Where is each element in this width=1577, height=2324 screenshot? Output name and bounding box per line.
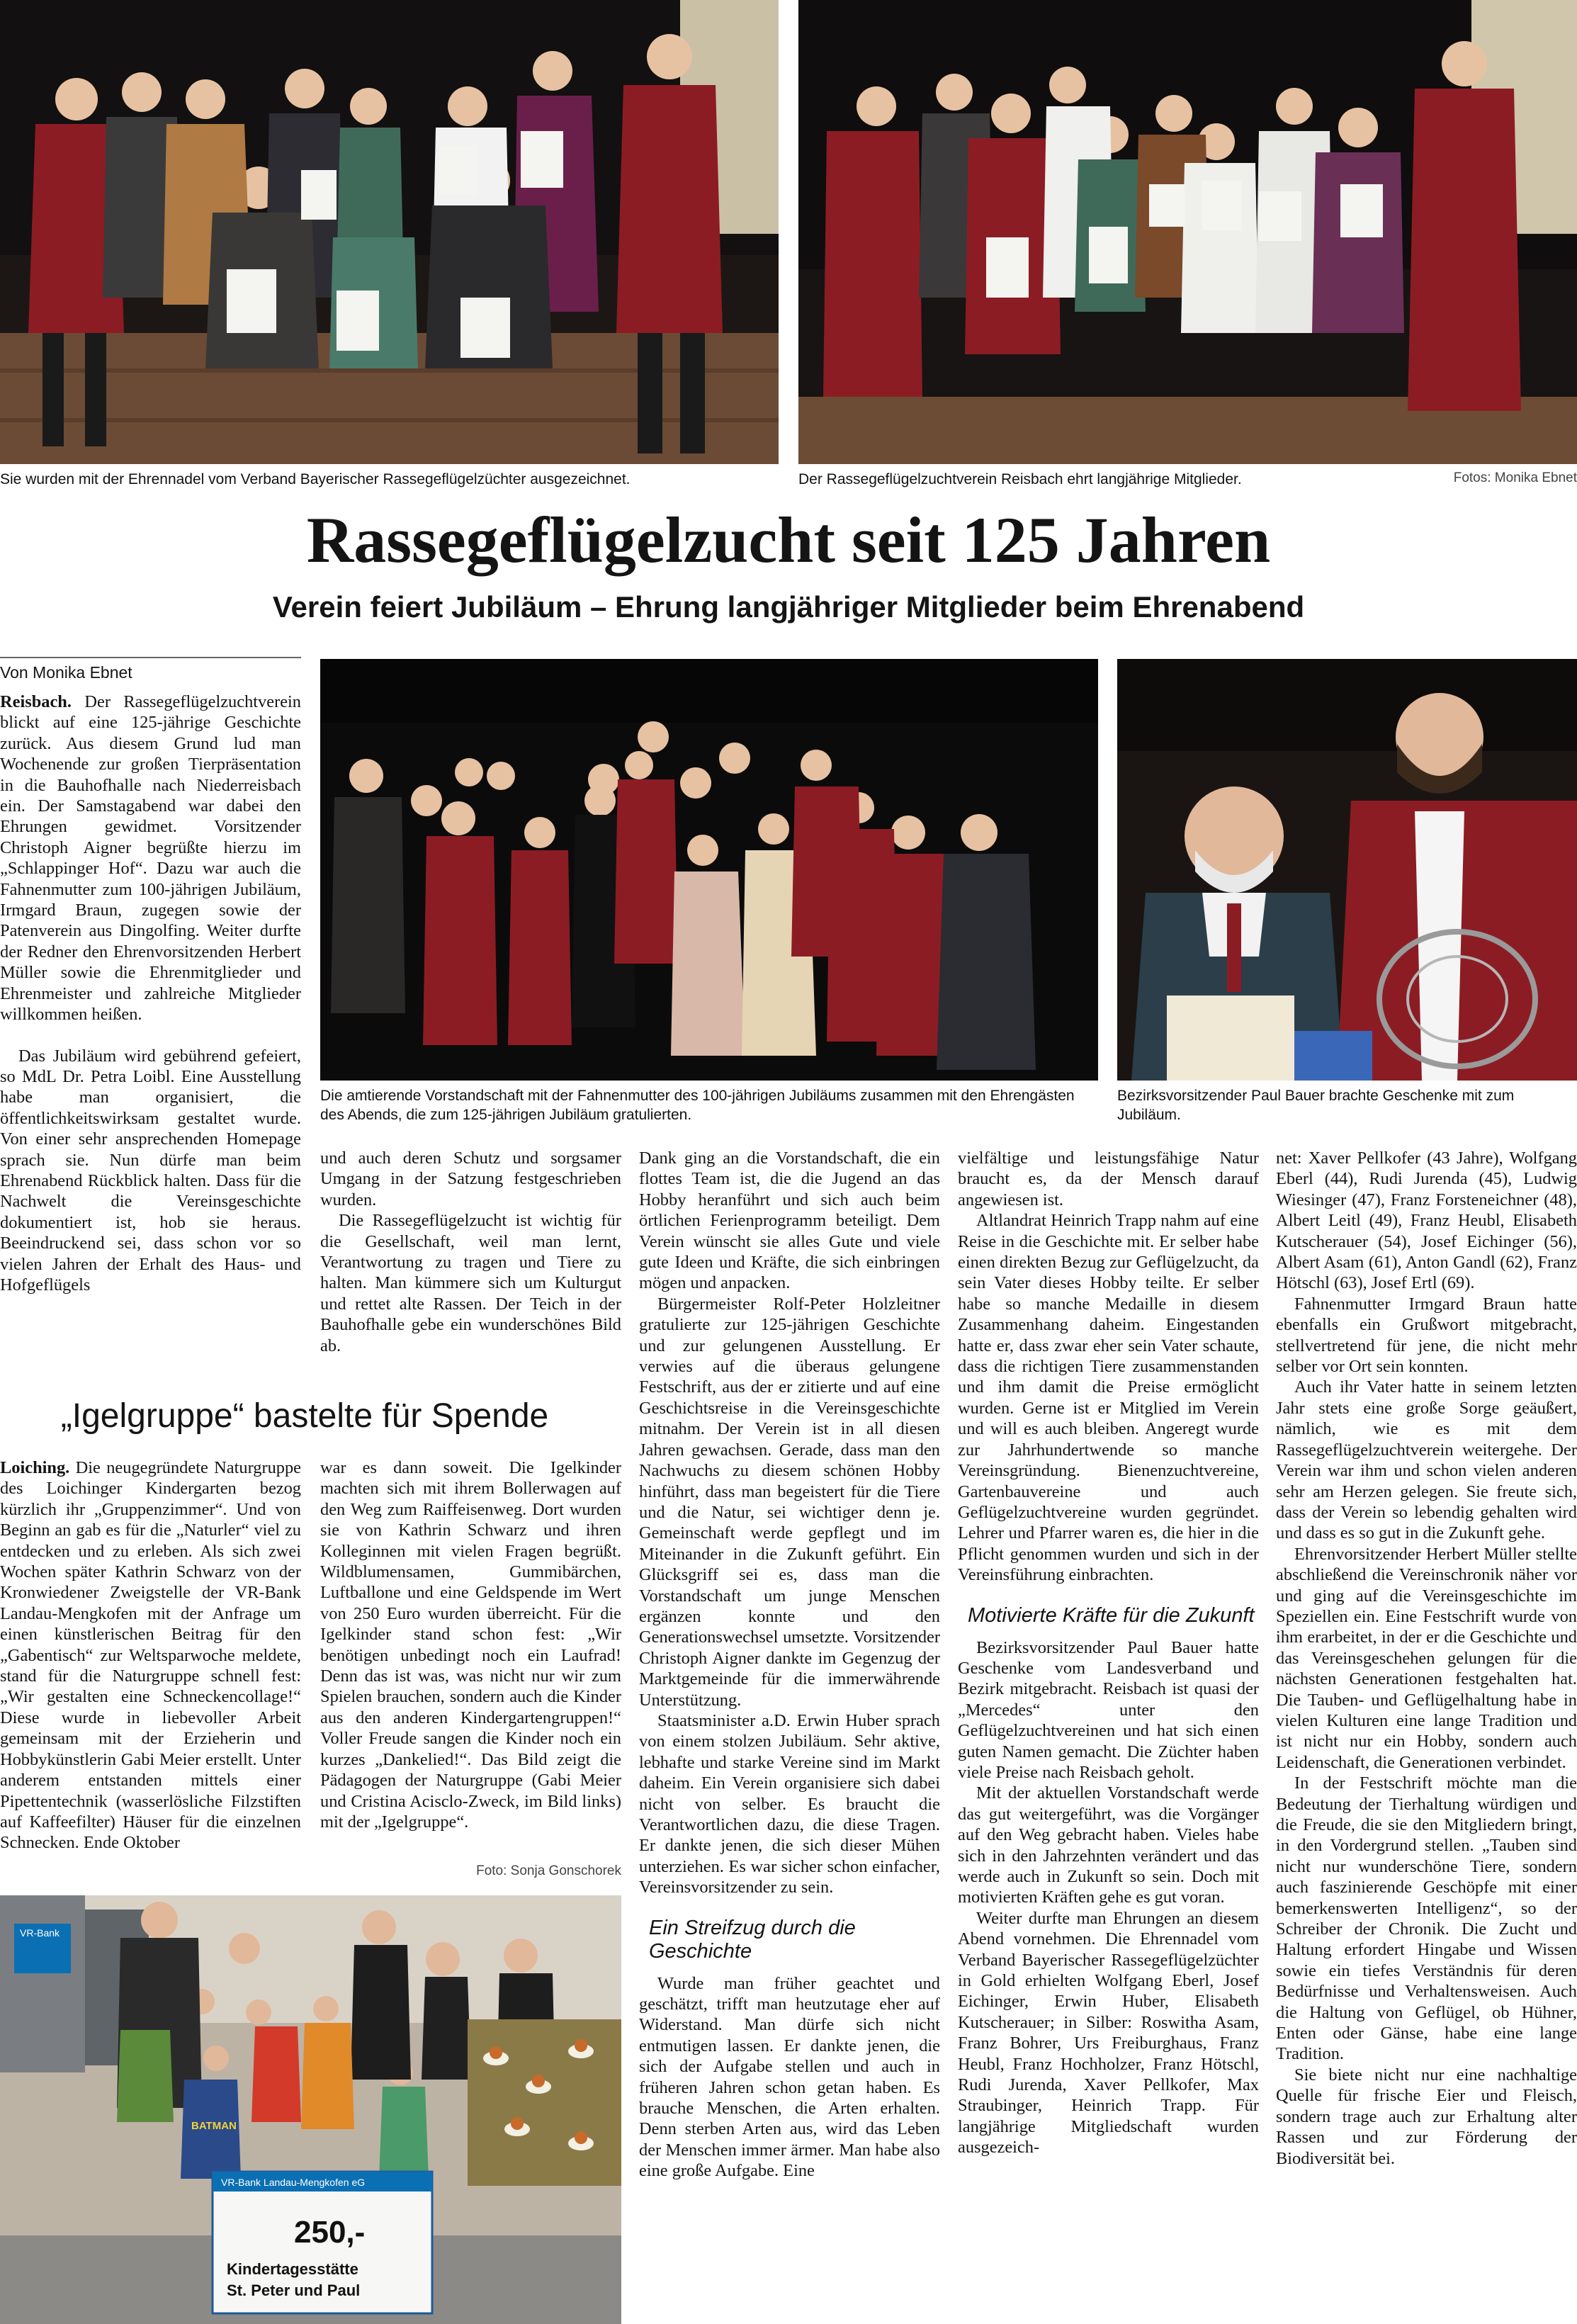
dateline: Reisbach. bbox=[0, 692, 72, 711]
paragraph: Das Jubiläum wird gebührend gefeiert, so MdL Dr. Petra Loibl. Eine Ausstellung habe man organisiert, die öffentlichkeitswirksam gestaltet wurde. Von einer sehr ansprechenden Homepage sprach sie. Nun dürfe man beim Ehrenabend Rückblick halten. Dass für die Nachwelt die Vereinsgeschichte dokumentiert ist, hob sie heraus. Beeindruckend sei, dass schon vor so vielen Jahren der Erhalt des Haus- und Hofgeflügels bbox=[0, 1046, 301, 1294]
paragraph: und auch deren Schutz und sorgsamer Umgang in der Satzung festgeschrieben wurden. bbox=[320, 1149, 621, 1209]
article-column-5 bbox=[1276, 1148, 1577, 2169]
paragraph: vielfältige und leistungsfähige Natur braucht es, da der Mensch darauf angewiesen ist. bbox=[958, 1149, 1259, 1209]
paragraph: Wurde man früher geachtet und geschätzt, trifft man heutzutage eher auf Widerstand. Man dürfe sich nicht entmutigen lassen. Er dankte jenen, die sich der Aufgabe stellen und auch in früheren Jahren schon getan haben. Es brauche Menschen, die Arten erhalten. Denn sterben Arten aus, wird das Leben der Menschen immer ärmer. Man habe also eine große Aufgabe. Eine bbox=[639, 1973, 940, 2181]
dateline: Loiching. bbox=[0, 1458, 70, 1477]
paragraph: Fahnenmutter Irmgard Braun hatte ebenfalls ein Grußwort mitgebracht, stellvertretend für jene, die nicht mehr selber vor Ort sein konnten. bbox=[1276, 1294, 1577, 1377]
subheading: Motivierte Kräfte für die Zukunft bbox=[968, 1603, 1255, 1627]
paragraph: Mit der aktuellen Vorstandschaft werde das gut weitergeführt, was die Vorgänger auf den Weg gebracht haben. Vieles habe sich in den Jahrzehnten verändert und das werde auch in Zukunft so sein. Doch mit motivierten Kräften gehe es gut voran. bbox=[958, 1783, 1259, 1907]
donation-banner-text: VR-Bank Landau-Mengkofen eG bbox=[221, 2177, 366, 2188]
article-headline: Rassegeflügelzucht seit 125 Jahren bbox=[306, 504, 1271, 576]
paragraph: Der Rassegeflügelzuchtverein blickt auf eine 125-jährige Geschichte zurück. Aus diesem Grund lud man Wochenende zur großen Tierpräsentation in die Bauhofhalle nach Niederreisbach ein. Der Samstagabend war dabei den Ehrungen gewidmet. Vorsitzender Christoph Aigner begrüßte hierzu im „Schlappinger Hof“. Dazu war auch die Fahnenmutter zum 100-jährigen Jubiläum, Irmgard Braun, zugegen sowie der Patenverein aus Dingolfing. Weiter durfte der Redner den Ehrenvorsitzenden Herbert Müller sowie die Ehrenmitglieder und Ehrenmeister und zahlreiche Mitglieder willkommen heißen. bbox=[0, 692, 301, 1025]
paragraph: Ehrenvorsitzender Herbert Müller stellte abschließend die Vereinschronik näher vor und ging auf die Vereinsgeschichte im Speziellen ein. Eine Festschrift wurde von ihm erarbeitet, in der er die Geschichte und das Vereinsgeschehen gelungen für die nächsten Generationen festgehalten hat. Die Tauben- und Geflügelhaltung habe in vielen Kulturen eine lange Tradition und ist nicht nur ein Hobby, sondern auch Leidenschaft, die Generationen verbindet. bbox=[1276, 1544, 1577, 1772]
paragraph: In der Festschrift möchte man die Bedeutung der Tierhaltung würdigen und die Freude, die sie den Mitgliedern bringt, in den Vordergrund stellen. „Tauben sind nicht nur wunderschöne Tiere, sondern auch faszinierende Geschöpfe mit einer bemerkenswerten Intelligenz“, so der Schreiber der Chronik. Die Zucht und Haltung erfordert Hingabe und Wissen sowie ein tiefes Verständnis für deren Bedürfnisse und Verhaltensweisen. Auch die Haltung von Geflügel, ob Hühner, Enten oder Gänse, habe eine lange Tradition. bbox=[1276, 1773, 1577, 2064]
photo-caption: Bezirksvorsitzender Paul Bauer brachte Geschenke mit zum Jubiläum. bbox=[1117, 1088, 1515, 1123]
paragraph: Weiter durfte man Ehrungen an diesem Abend vornehmen. Die Ehrennadel vom Verband Bayerischer Rassegeflügelzüchter in Gold erhielten Wolfgang Eberl, Josef Eichinger, Erwin Huber, Elisabeth Kutscherauer; in Silber: Roswitha Asam, Franz Bohrer, Urs Freiburghaus, Franz Heubl, Franz Hochholzer, Franz Hötschl, Rudi Jurenda, Xaver Pellkofer, Max Straubinger, Heinrich Trapp. Für langjährige Mitgliedschaft wurden ausgezeich- bbox=[958, 1908, 1259, 2157]
paragraph: Die Rassegeflügelzucht ist wichtig für die Gesellschaft, weil man lernt, Verantwortung zu tragen und Tiere zu halten. Man kümmere sich um Kulturgut und rettet alte Rassen. Der Teich in der Bauhofhalle gebe ein wunderschönes Bild ab. bbox=[320, 1211, 621, 1355]
paragraph: Sie biete nicht nur eine nachhaltige Quelle für frische Eier und Fleisch, sondern trage auch zur Erhaltung alter Rassen und zur Förderung der Biodiversität bei. bbox=[1276, 2065, 1577, 2168]
photo-caption: Die amtierende Vorstandschaft mit der Fahnenmutter des 100-jährigen Jubiläums zusammen mit den Ehrengästen des Abends, die zum 125-jährigen Jubiläum gratulierten. bbox=[320, 1088, 1075, 1123]
paragraph: Bürgermeister Rolf-Peter Holzleitner gratulierte zur 125-jährigen Geschichte und zur gelungenen Ausstellung. Er verwies auf die überaus gelungene Festschrift, aus der er zitierte und auf eine Geschichtsreise in die Vereinsgeschichte mitnahm. Der Verein ist in all diesen Jahren gewachsen. Gerade, dass man den Nachwuchs zu diesem schönen Hobby hinführt, dass man begeistert für die Tiere und die Natur, sei wichtiger denn je. Gemeinschaft werde gepflegt und im Miteinander in die Zukunft geführt. Ein Glücksgriff sei es, dass man die Vorstandschaft um junge Menschen ergänzen konnte und den Generationswechsel umsetzte. Vorsitzender Christoph Aigner dankte im Gegenzug der Marktgemeinde für die immerwährende Unterstützung. bbox=[639, 1294, 940, 1710]
bank-sign-text: VR-Bank bbox=[20, 1927, 60, 1939]
article-subheadline: Verein feiert Jubiläum – Ehrung langjähriger Mitglieder beim Ehrenabend bbox=[272, 590, 1305, 624]
article-column-1 bbox=[0, 692, 301, 1295]
paragraph: net: Xaver Pellkofer (43 Jahre), Wolfgang Eberl (44), Rudi Jurenda (45), Ludwig Wiesinger (47), Franz Forsteneichner (48), Albert Leitl (49), Franz Heubl, Elisabeth Kutscherauer (54), Josef Eichinger (56), Albert Asam (61), Anton Gandl (62), Franz Hötschl (63), Josef Ertl (69). bbox=[1276, 1149, 1577, 1293]
photo-credit: Foto: Sonja Gonschorek bbox=[476, 1863, 621, 1878]
article-column-3 bbox=[639, 1148, 940, 2182]
donation-recipient: St. Peter und Paul bbox=[227, 2281, 361, 2299]
paragraph: war es dann soweit. Die Igelkinder machten sich mit ihrem Bollerwagen auf den Weg zum Raiffeisenweg. Dort wurden sie von Kathrin Schwarz und ihren Kolleginnen mit vielen Fragen begrüßt. Wildblumensamen, Gummibärchen, Luftballone und eine Geldspende im Wert von 250 Euro wurden überreicht. Für die Igelkinder stand schon fest: „Wir benötigen unbedingt noch ein Laufrad! Denn das ist was, was nicht nur wir zum Spielen brauchen, sondern auch die Kinder aus den anderen Kindergartengruppen!“ Voller Freude sangen die Kinder noch ein kurzes „Dankelied!“. Das Bild zeigt die Pädagogen der Naturgruppe (Gabi Meier und Cristina Acisclo-Zweck, im Bild links) mit der „Igelgruppe“. bbox=[320, 1458, 621, 1832]
photo-igelgruppe-donation bbox=[0, 1895, 621, 2324]
igel-headline: „Igelgruppe“ bastelte für Spende bbox=[60, 1397, 549, 1435]
igel-column-2 bbox=[320, 1457, 621, 1832]
shirt-text: BATMAN bbox=[191, 2120, 237, 2132]
article-byline: Von Monika Ebnet bbox=[0, 657, 301, 682]
paragraph: Auch ihr Vater hatte in seinem letzten Jahr stets eine große Sorge geäußert, nämlich, wie es mit dem Rassegeflügelzuchtverein weitergehe. Der Verein war ihm und schon vielen anderen sehr am Herzen gelegen. Sie freute sich, dass der Verein so lebendig gehalten wird und dass es so gut in die Zukunft gehe. bbox=[1276, 1377, 1577, 1543]
paragraph: Dank ging an die Vorstandschaft, die ein flottes Team ist, die die Jugend an das Hobby heranführt und sich auch beim örtlichen Ferienprogramm beteiligt. Dem Verein wünscht sie alles Gute und viele gute Ideen und Kräfte, die sich einbringen mögen und anpacken. bbox=[639, 1149, 940, 1293]
article-column-2 bbox=[320, 1148, 621, 1356]
donation-recipient: Kindertagesstätte bbox=[227, 2260, 358, 2278]
paragraph: Staatsminister a.D. Erwin Huber sprach von einem stolzen Jubiläum. Sehr aktive, lebhafte und starke Vereine sind im Markt daheim. Ein Verein organisiere sich dabei nicht von selber. Es braucht die Verantwortlichen dazu, die diese Tragen. Er dankte jenen, die sich dieser Mühen unterziehen. Es war sicher schon einfacher, Vereinsvorsitzender zu sein. bbox=[639, 1710, 940, 1897]
paragraph: Bezirksvorsitzender Paul Bauer hatte Geschenke vom Landesverband und Bezirk mitgebracht. Reisbach ist quasi der „Mercedes“ unter den Geflügelzuchtvereinen und hat sich einen guten Namen gemacht. Die Züchter haben viele Preise nach Reisbach geholt. bbox=[958, 1637, 1259, 1782]
photo-caption: Der Rassegeflügelzuchtverein Reisbach ehrt langjährige Mitglieder. bbox=[798, 471, 1242, 487]
photo-honorees-seated bbox=[0, 0, 779, 464]
igel-column-1 bbox=[0, 1457, 301, 1854]
photo-caption: Sie wurden mit der Ehrennadel vom Verband Bayerischer Rassegeflügelzüchter ausgezeichnet. bbox=[0, 471, 631, 487]
paragraph: Die neugegründete Naturgruppe des Loichinger Kindergarten bezog kürzlich ihr „Gruppenzimmer“. Und von Beginn an gab es für die „Naturler“ viel zu entdecken und zu erleben. Als sich zwei Wochen später Kathrin Schwarz von der Kronwiedener Zweigstelle der VR-Bank Landau-Mengkofen mit der Anfrage um einen künstlerischen Beitrag für den „Gabentisch“ zur Weltsparwoche meldete, stand für die Naturgruppe schnell fest: „Wir gestalten eine Schneckencollage!“ Diese wurde in liebevoller Arbeit gemeinsam mit der Erzieherin und Hobbykünstlerin Gabi Meier erstellt. Unter anderem entstanden mittels einer Pipettentechnik (wasserlösliche Filzstiften auf Kaffeefilter) Häuser für die einzelnen Schnecken. Ende Oktober bbox=[0, 1458, 301, 1853]
photo-long-time-members bbox=[798, 0, 1577, 464]
subheading: Ein Streifzug durch die Geschichte bbox=[649, 1916, 856, 1963]
photo-paul-bauer-gifts bbox=[1117, 659, 1577, 1081]
photo-credit: Fotos: Monika Ebnet bbox=[1453, 470, 1577, 485]
donation-amount: 250,- bbox=[294, 2215, 366, 2250]
article-column-4 bbox=[958, 1148, 1259, 2158]
photo-board-and-guests bbox=[320, 659, 1098, 1081]
paragraph: Altlandrat Heinrich Trapp nahm auf eine Reise in die Geschichte mit. Er selber habe einen direkten Bezug zur Geflügelzucht, da sein Vater dieses Hobby teilte. Er selber habe so manche Medaille in diesem Zusammenhang daheim. Eingestanden hatte er, dass zwar eher sein Vater schaute, dass die richtigen Tiere zusammenstanden und ihm damit die Preise ermöglicht wurden. Gerne ist er Mitglied im Verein und will es auch bleiben. Angeregt wurde zur Jahrhundertwende so manche Vereinsgründung. Bienenzuchtvereine, Gartenbauvereine und auch Geflügelzuchtvereine wurden gegründet. Lehrer und Pfarrer waren es, die hier in die Pflicht genommen wurden und sich in der Vereinsführung einbrachten. bbox=[958, 1211, 1259, 1585]
